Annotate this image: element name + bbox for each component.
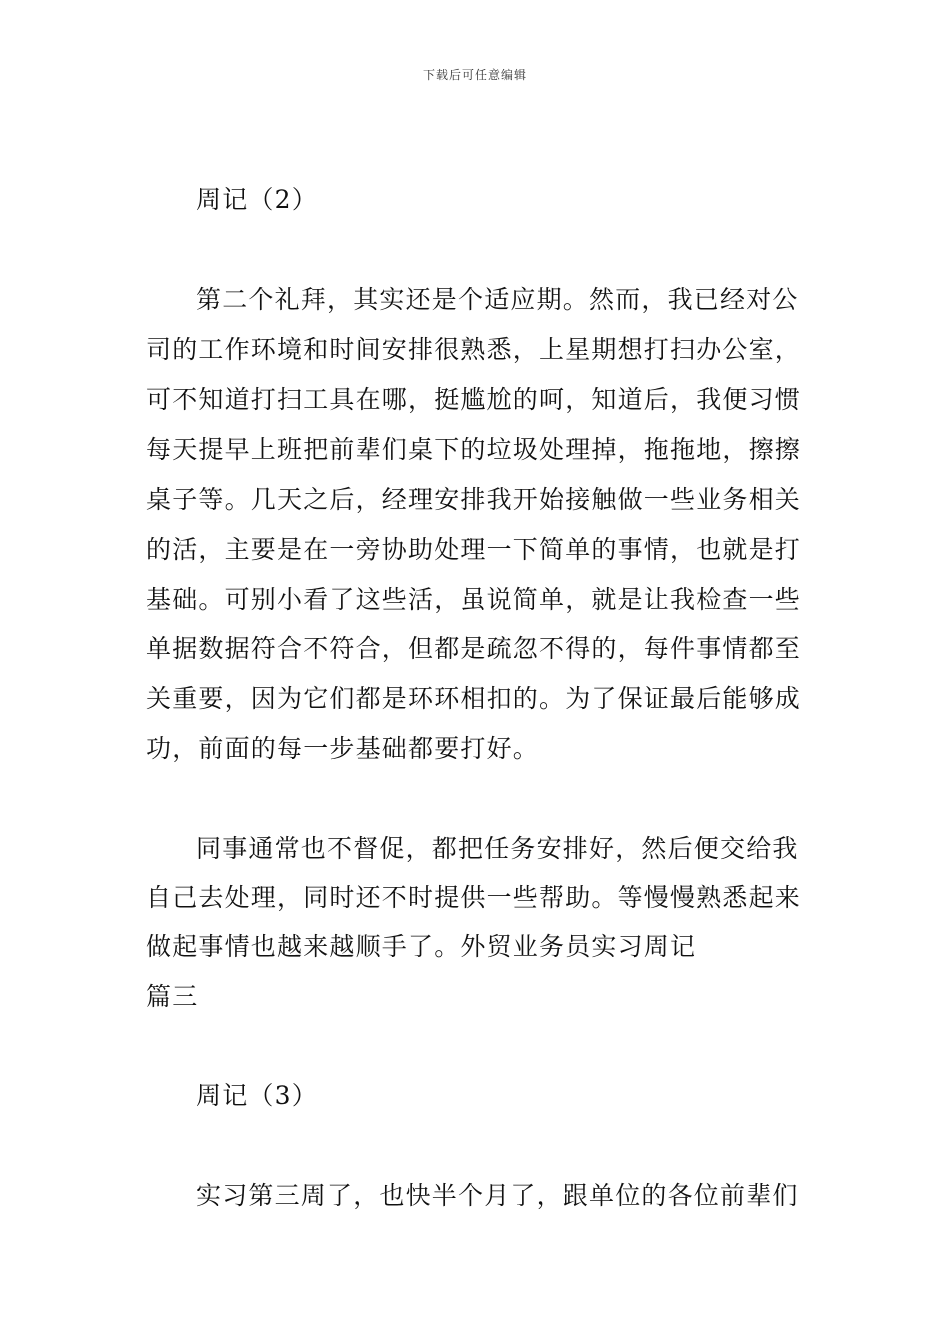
- paragraph-line: 功，前面的每一步基础都要打好。: [146, 734, 540, 763]
- paragraph-line: 单据数据符合不符合，但都是疏忽不得的，每件事情都至: [146, 634, 802, 663]
- section-label: 篇三: [146, 982, 199, 1011]
- heading-weekly-2: 周记（2）: [196, 185, 318, 214]
- paragraph-line: 的活，主要是在一旁协助处理一下简单的事情，也就是打: [146, 535, 802, 564]
- paragraph-line: 关重要，因为它们都是环环相扣的。为了保证最后能够成: [146, 684, 802, 713]
- paragraph-line: 做起事情也越来越顺手了。外贸业务员实习周记: [146, 932, 697, 961]
- paragraph-line: 同事通常也不督促，都把任务安排好，然后便交给我: [196, 834, 799, 863]
- paragraph-line: 可不知道打扫工具在哪，挺尴尬的呵，知道后，我便习惯: [146, 385, 802, 414]
- paragraph-line: 桌子等。几天之后，经理安排我开始接触做一些业务相关: [146, 485, 802, 514]
- paragraph-line: 自己去处理，同时还不时提供一些帮助。等慢慢熟悉起来: [146, 883, 802, 912]
- paragraph-line: 司的工作环境和时间安排很熟悉，上星期想打扫办公室，: [146, 335, 802, 364]
- paragraph-line: 基础。可别小看了这些活，虽说简单，就是让我检查一些: [146, 585, 802, 614]
- paragraph-line: 第二个礼拜，其实还是个适应期。然而，我已经对公: [196, 285, 799, 314]
- paragraph-line: 每天提早上班把前辈们桌下的垃圾处理掉，拖拖地，擦擦: [146, 435, 802, 464]
- header-note: 下载后可任意编辑: [422, 68, 527, 82]
- paragraph-line: 实习第三周了，也快半个月了，跟单位的各位前辈们: [196, 1181, 799, 1210]
- heading-weekly-3: 周记（3）: [196, 1081, 318, 1110]
